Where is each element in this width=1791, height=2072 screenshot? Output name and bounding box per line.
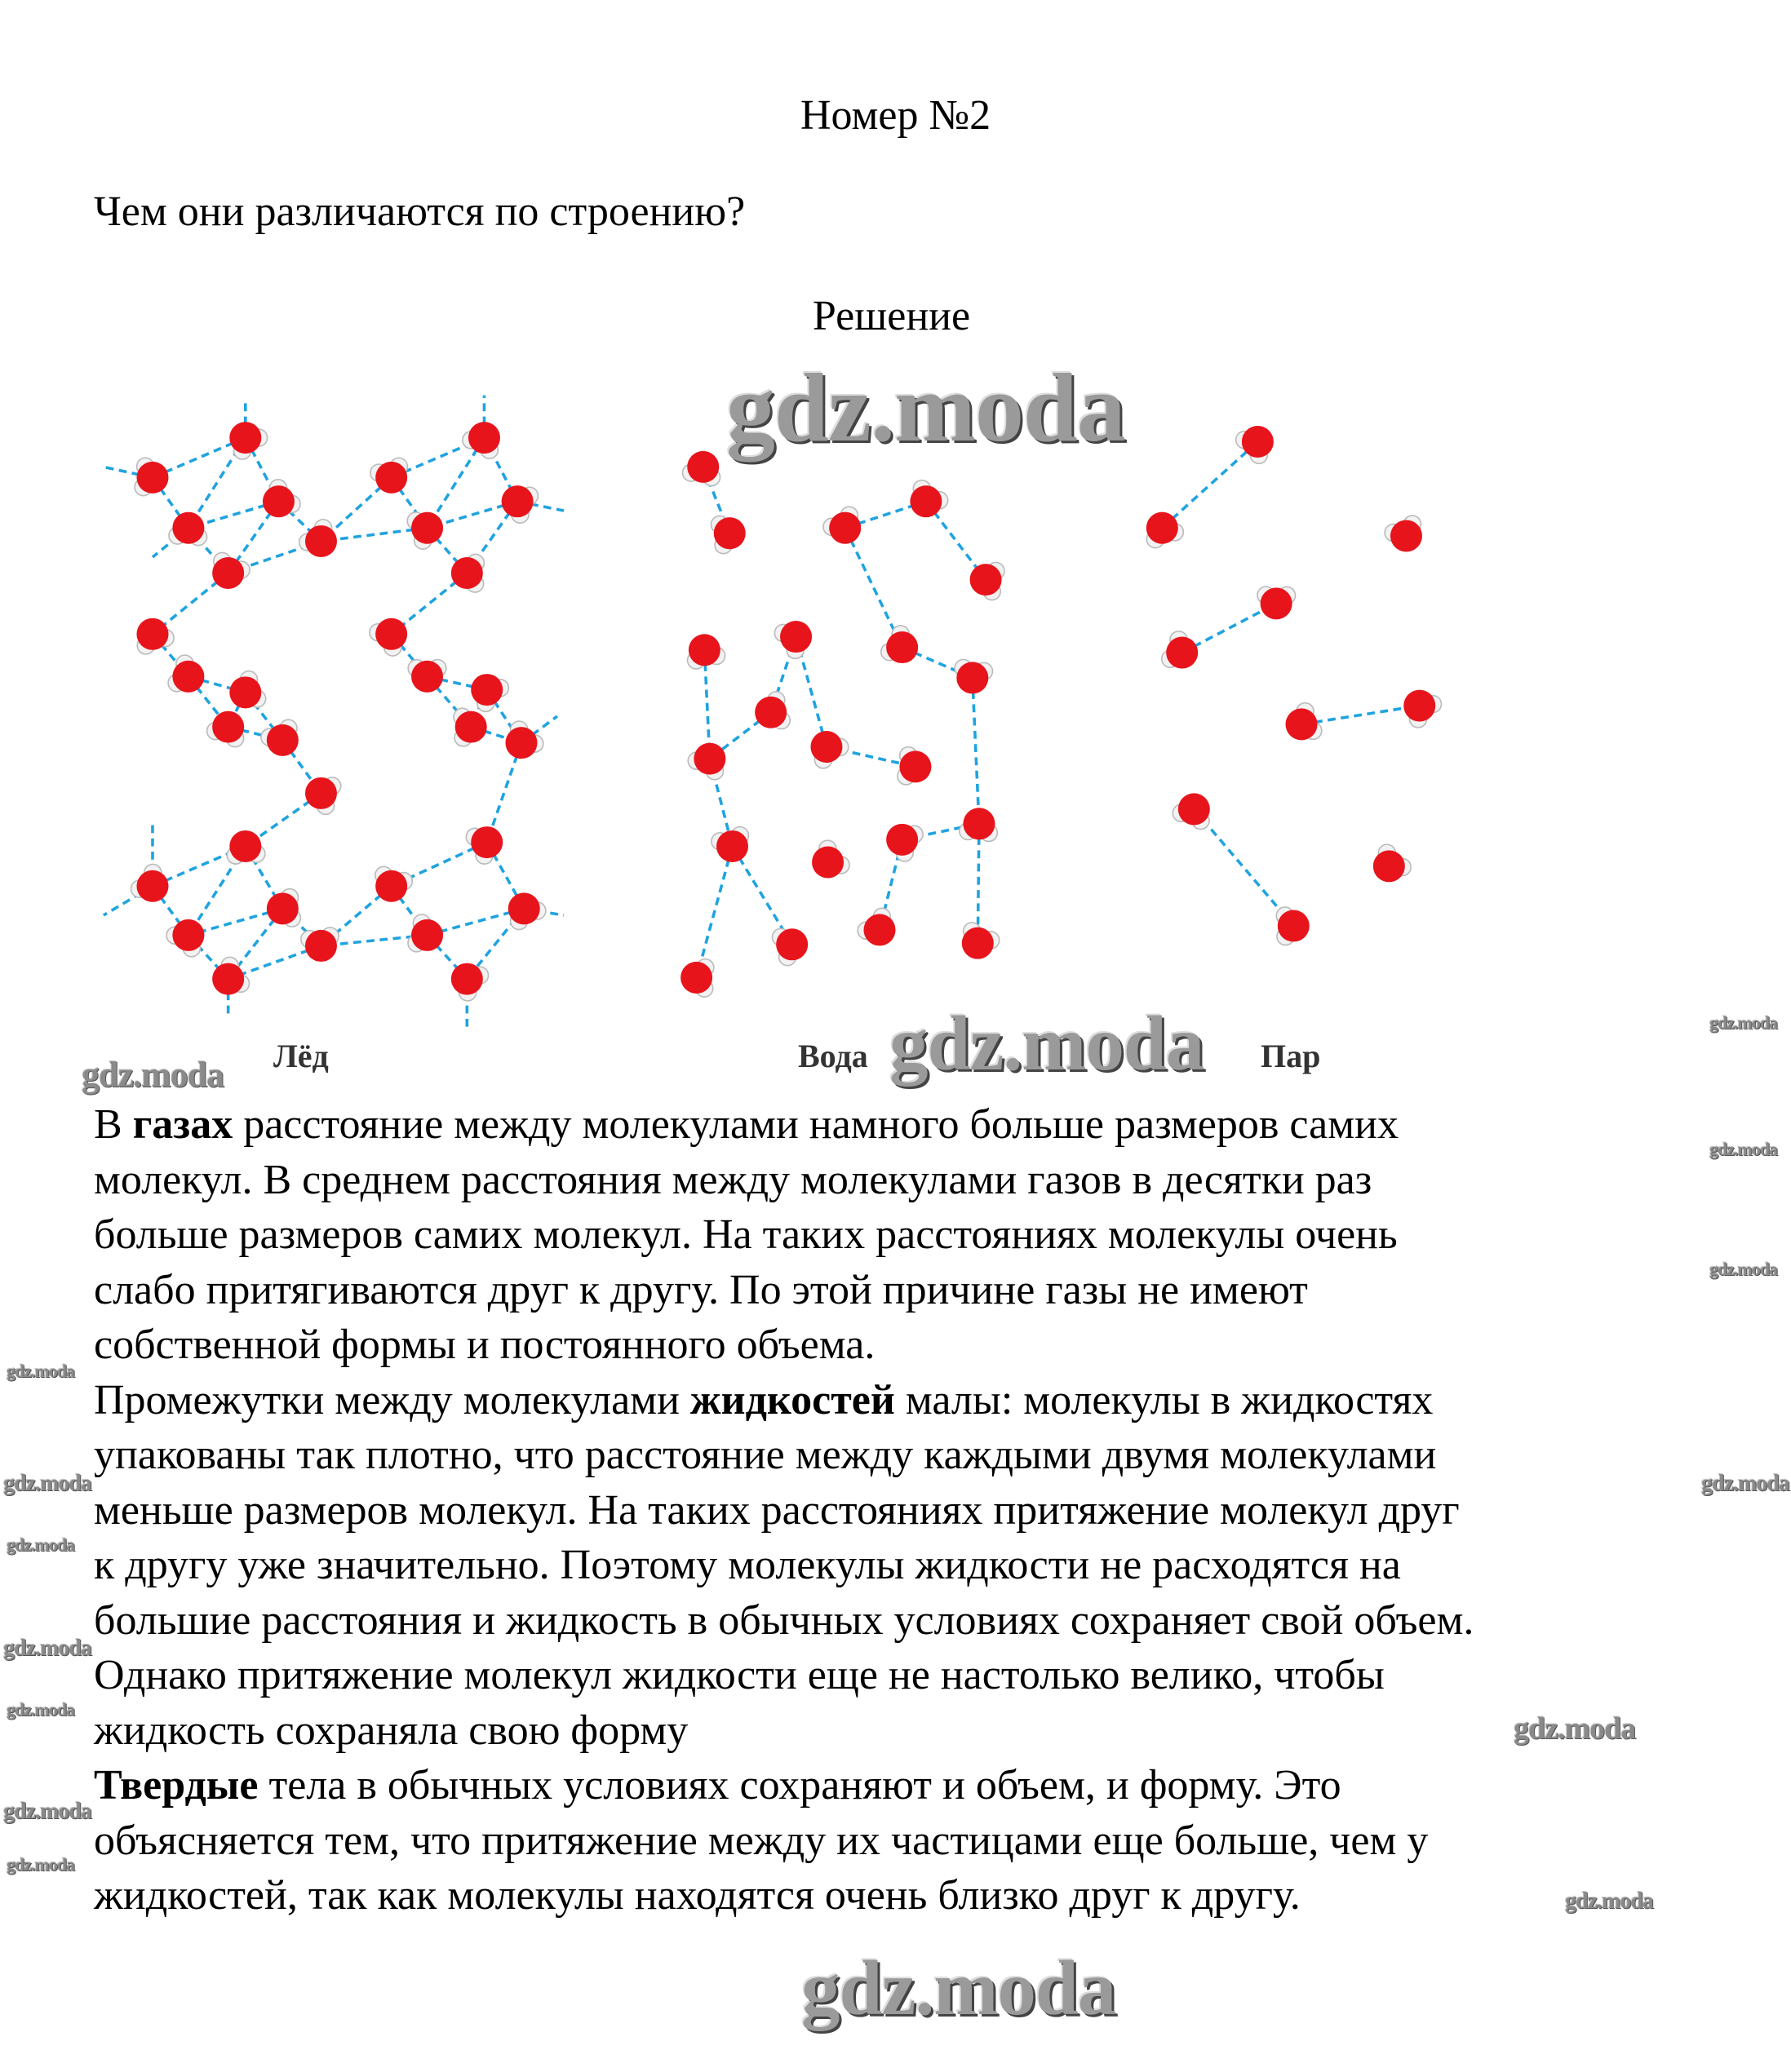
oxygen-atom	[375, 462, 407, 494]
water-molecule	[886, 824, 923, 861]
oxygen-atom	[714, 517, 746, 549]
text-line	[94, 1097, 1399, 1153]
oxygen-atom	[212, 711, 244, 743]
water-molecule	[471, 674, 508, 711]
water-molecule	[772, 928, 808, 965]
watermark: gdz.moda	[1701, 1471, 1789, 1496]
water-molecule	[166, 919, 204, 957]
text-line	[94, 1758, 1341, 1813]
oxygen-atom	[886, 631, 918, 663]
bold-term: Твердые	[94, 1762, 259, 1809]
water-molecule	[962, 923, 1000, 959]
oxygen-atom	[468, 422, 500, 454]
oxygen-atom	[812, 846, 844, 878]
water-molecule	[683, 451, 720, 486]
water-molecule	[407, 512, 443, 549]
oxygen-atom	[229, 422, 261, 454]
water-molecule	[688, 743, 725, 780]
oxygen-atom	[263, 485, 295, 517]
oxygen-atom	[689, 634, 720, 666]
water-molecule	[712, 827, 749, 862]
water-molecule	[1173, 793, 1210, 829]
water-molecule	[910, 480, 947, 518]
oxygen-atom	[899, 750, 931, 782]
watermark: gdz.moda	[801, 1945, 1116, 2031]
text-segment: В	[94, 1101, 133, 1148]
oxygen-atom	[451, 963, 483, 995]
oxygen-atom	[1286, 708, 1318, 740]
label-water: Вода	[798, 1038, 868, 1074]
water-molecule	[960, 808, 998, 841]
water-molecule	[131, 864, 169, 901]
oxygen-atom	[956, 662, 988, 693]
oxygen-atom	[212, 963, 244, 995]
text-segment: малы: молекулы в жидкостях	[894, 1376, 1434, 1423]
water-molecule	[408, 914, 443, 952]
water-molecule	[301, 928, 339, 962]
oxygen-atom	[680, 962, 712, 994]
text-line	[94, 1153, 1372, 1208]
water-molecule	[711, 516, 745, 553]
oxygen-atom	[970, 564, 1002, 595]
solution-heading: Решение	[812, 293, 971, 339]
water-molecule	[505, 721, 543, 759]
text-line	[94, 1648, 1385, 1703]
water-molecule	[1403, 690, 1441, 728]
text-segment: расстояние между молекулами намного больше размеров самих	[233, 1101, 1399, 1148]
oxygen-atom	[451, 557, 483, 589]
text-segment: Однако притяжение молекул жидкости еще не настолько велико, чтобы	[94, 1652, 1385, 1698]
oxygen-atom	[172, 919, 204, 951]
oxygen-atom	[229, 830, 261, 862]
oxygen-atom	[687, 451, 719, 483]
water-molecule	[508, 892, 546, 929]
text-segment: тела в обычных условиях сохраняют и объем, и форму. Это	[258, 1762, 1341, 1809]
oxygen-atom	[810, 731, 842, 763]
water-molecule	[229, 422, 267, 459]
question-text: Чем они различаются по строению?	[94, 188, 746, 235]
water-molecule	[212, 552, 250, 589]
water-molecule	[212, 957, 249, 994]
oxygen-atom	[776, 928, 808, 960]
watermark: gdz.moda	[3, 1636, 91, 1661]
water-molecules	[131, 422, 1442, 1001]
oxygen-atom	[1242, 426, 1274, 458]
oxygen-atom	[136, 618, 168, 650]
bold-term: газах	[132, 1101, 233, 1148]
oxygen-atom	[910, 485, 942, 517]
water-molecule	[680, 959, 714, 998]
water-molecule	[898, 747, 932, 785]
oxygen-atom	[375, 618, 407, 650]
text-segment: упакованы так плотно, что расстояние между каждыми двумя молекулами	[94, 1432, 1437, 1478]
oxygen-atom	[505, 727, 537, 759]
answer-text	[94, 1097, 1474, 1924]
watermark: gdz.moda	[1565, 1888, 1653, 1914]
water-molecule	[370, 458, 407, 494]
water-molecule	[1373, 844, 1411, 882]
text-line	[94, 1813, 1428, 1869]
water-molecule	[135, 458, 168, 495]
oxygen-atom	[471, 826, 503, 858]
water-molecule	[774, 621, 812, 658]
oxygen-atom	[508, 892, 540, 924]
watermark: gdz.moda	[1514, 1711, 1636, 1746]
oxygen-atom	[694, 743, 725, 775]
hydrogen-bond-line	[1301, 706, 1420, 724]
oxygen-atom	[305, 777, 337, 809]
oxygen-atom	[267, 892, 299, 924]
water-molecule	[1162, 631, 1198, 669]
text-line	[94, 1207, 1398, 1263]
watermark: gdz.moda	[1709, 1259, 1778, 1279]
text-segment: жидкостей, так как молекулы находятся очень близко друг к другу.	[94, 1872, 1301, 1919]
watermark: gdz.moda	[7, 1854, 75, 1875]
oxygen-atom	[962, 928, 994, 959]
oxygen-atom	[863, 914, 895, 945]
oxygen-atom	[1146, 512, 1178, 544]
oxygen-atom	[1261, 587, 1292, 619]
oxygen-atom	[886, 824, 918, 856]
watermark: gdz.moda	[82, 1055, 224, 1095]
text-line	[94, 1317, 875, 1373]
water-molecule	[1236, 426, 1274, 463]
water-molecule	[227, 830, 265, 864]
hydrogen-bond-line	[1182, 604, 1276, 653]
watermark: gdz.moda	[7, 1361, 75, 1381]
oxygen-atom	[136, 462, 168, 494]
oxygen-atom	[267, 724, 299, 756]
water-molecule	[1146, 512, 1184, 548]
text-segment: слабо притягиваются друг к другу. По этой причине газы не имеют	[94, 1266, 1308, 1313]
oxygen-atom	[471, 674, 503, 706]
water-molecule	[955, 659, 992, 693]
text-segment: собственной формы и постоянного объема.	[94, 1322, 876, 1368]
text-line	[94, 1373, 1433, 1428]
oxygen-atom	[229, 676, 261, 708]
watermark: gdz.moda	[726, 353, 1125, 462]
text-segment: большие расстояния и жидкость в обычных условиях сохраняет свой объем.	[94, 1596, 1474, 1644]
text-segment: жидкость сохраняла свою форму	[94, 1707, 689, 1754]
label-steam: Пар	[1261, 1038, 1321, 1074]
water-molecule	[263, 480, 300, 517]
water-molecule	[810, 731, 848, 768]
water-molecule	[1385, 516, 1422, 552]
oxygen-atom	[1278, 910, 1310, 942]
watermark: gdz.moda	[3, 1471, 91, 1496]
water-molecule	[299, 520, 337, 557]
oxygen-atom	[1403, 690, 1435, 722]
page-title: Номер №2	[800, 92, 991, 139]
label-ice: Лёд	[273, 1038, 329, 1074]
watermark: gdz.moda	[1709, 1012, 1778, 1033]
text-line	[94, 1703, 688, 1759]
oxygen-atom	[172, 512, 204, 544]
text-line	[94, 1593, 1474, 1649]
water-molecule	[1257, 587, 1296, 619]
text-segment: больше размеров самих молекул. На таких расстояниях молекулы очень	[94, 1211, 1398, 1258]
text-line	[94, 1538, 1401, 1593]
bold-term: жидкостей	[689, 1376, 895, 1423]
oxygen-atom	[411, 919, 443, 951]
oxygen-atom	[780, 621, 812, 653]
oxygen-atom	[1373, 850, 1405, 882]
water-molecule	[970, 562, 1004, 600]
text-line	[94, 1428, 1436, 1483]
hydrogen-bond-line	[1162, 441, 1257, 528]
water-molecule	[463, 422, 500, 458]
water-molecule	[823, 507, 861, 544]
oxygen-atom	[305, 930, 337, 962]
water-molecule	[451, 963, 489, 1001]
oxygen-atom	[411, 512, 443, 544]
hydrogen-bond-line	[973, 678, 979, 824]
oxygen-atom	[963, 808, 995, 839]
text-line	[94, 1263, 1308, 1318]
hydrogen-bond-line	[1194, 809, 1293, 926]
water-molecule	[454, 708, 487, 746]
water-molecule	[1286, 703, 1322, 741]
water-molecule	[261, 719, 299, 756]
oxygen-atom	[411, 661, 443, 693]
water-molecule	[1276, 907, 1310, 945]
text-segment: объясняется тем, что притяжение между их частицами еще больше, чем у	[94, 1817, 1429, 1864]
watermark: gdz.moda	[3, 1799, 91, 1824]
water-molecule	[858, 908, 895, 945]
oxygen-atom	[829, 512, 861, 544]
water-molecule	[812, 840, 849, 878]
oxygen-atom	[305, 525, 337, 557]
hydrogen-bond-line	[697, 846, 733, 977]
watermark: gdz.moda	[7, 1699, 75, 1720]
oxygen-atom	[755, 697, 787, 728]
water-molecule	[370, 618, 407, 656]
text-line	[94, 1868, 1301, 1924]
water-molecule	[688, 634, 725, 669]
oxygen-atom	[1390, 520, 1422, 551]
text-segment: меньше размеров молекул. На таких расстояниях притяжение молекул друг	[94, 1486, 1460, 1534]
oxygen-atom	[1166, 637, 1198, 669]
water-molecule	[881, 626, 918, 663]
oxygen-atom	[716, 830, 748, 862]
oxygen-atom	[502, 485, 534, 517]
hydrogen-bond-line	[321, 528, 427, 541]
text-segment: молекул. В среднем расстояния между молекулами газов в десятки раз	[94, 1156, 1372, 1203]
oxygen-atom	[375, 870, 407, 902]
water-molecule	[169, 512, 207, 546]
text-segment: Промежутки между молекулами	[94, 1376, 690, 1423]
oxygen-atom	[455, 711, 487, 743]
text-line	[94, 1483, 1460, 1539]
watermark: gdz.moda	[889, 1000, 1204, 1087]
water-molecule	[408, 660, 446, 693]
watermark: gdz.moda	[1709, 1139, 1778, 1159]
water-molecule	[755, 692, 790, 729]
oxygen-atom	[172, 661, 204, 693]
water-molecule	[229, 671, 265, 709]
text-segment: к другу уже значительно. Поэтому молекулы жидкости не расходятся на	[94, 1542, 1401, 1588]
water-molecule	[207, 711, 245, 747]
water-molecule	[136, 618, 174, 654]
watermark: gdz.moda	[7, 1534, 75, 1555]
oxygen-atom	[136, 870, 168, 902]
water-molecule	[305, 777, 341, 814]
oxygen-atom	[212, 557, 244, 589]
oxygen-atom	[1178, 793, 1210, 825]
water-molecule	[375, 866, 413, 901]
hydrogen-bond-line	[704, 650, 710, 759]
